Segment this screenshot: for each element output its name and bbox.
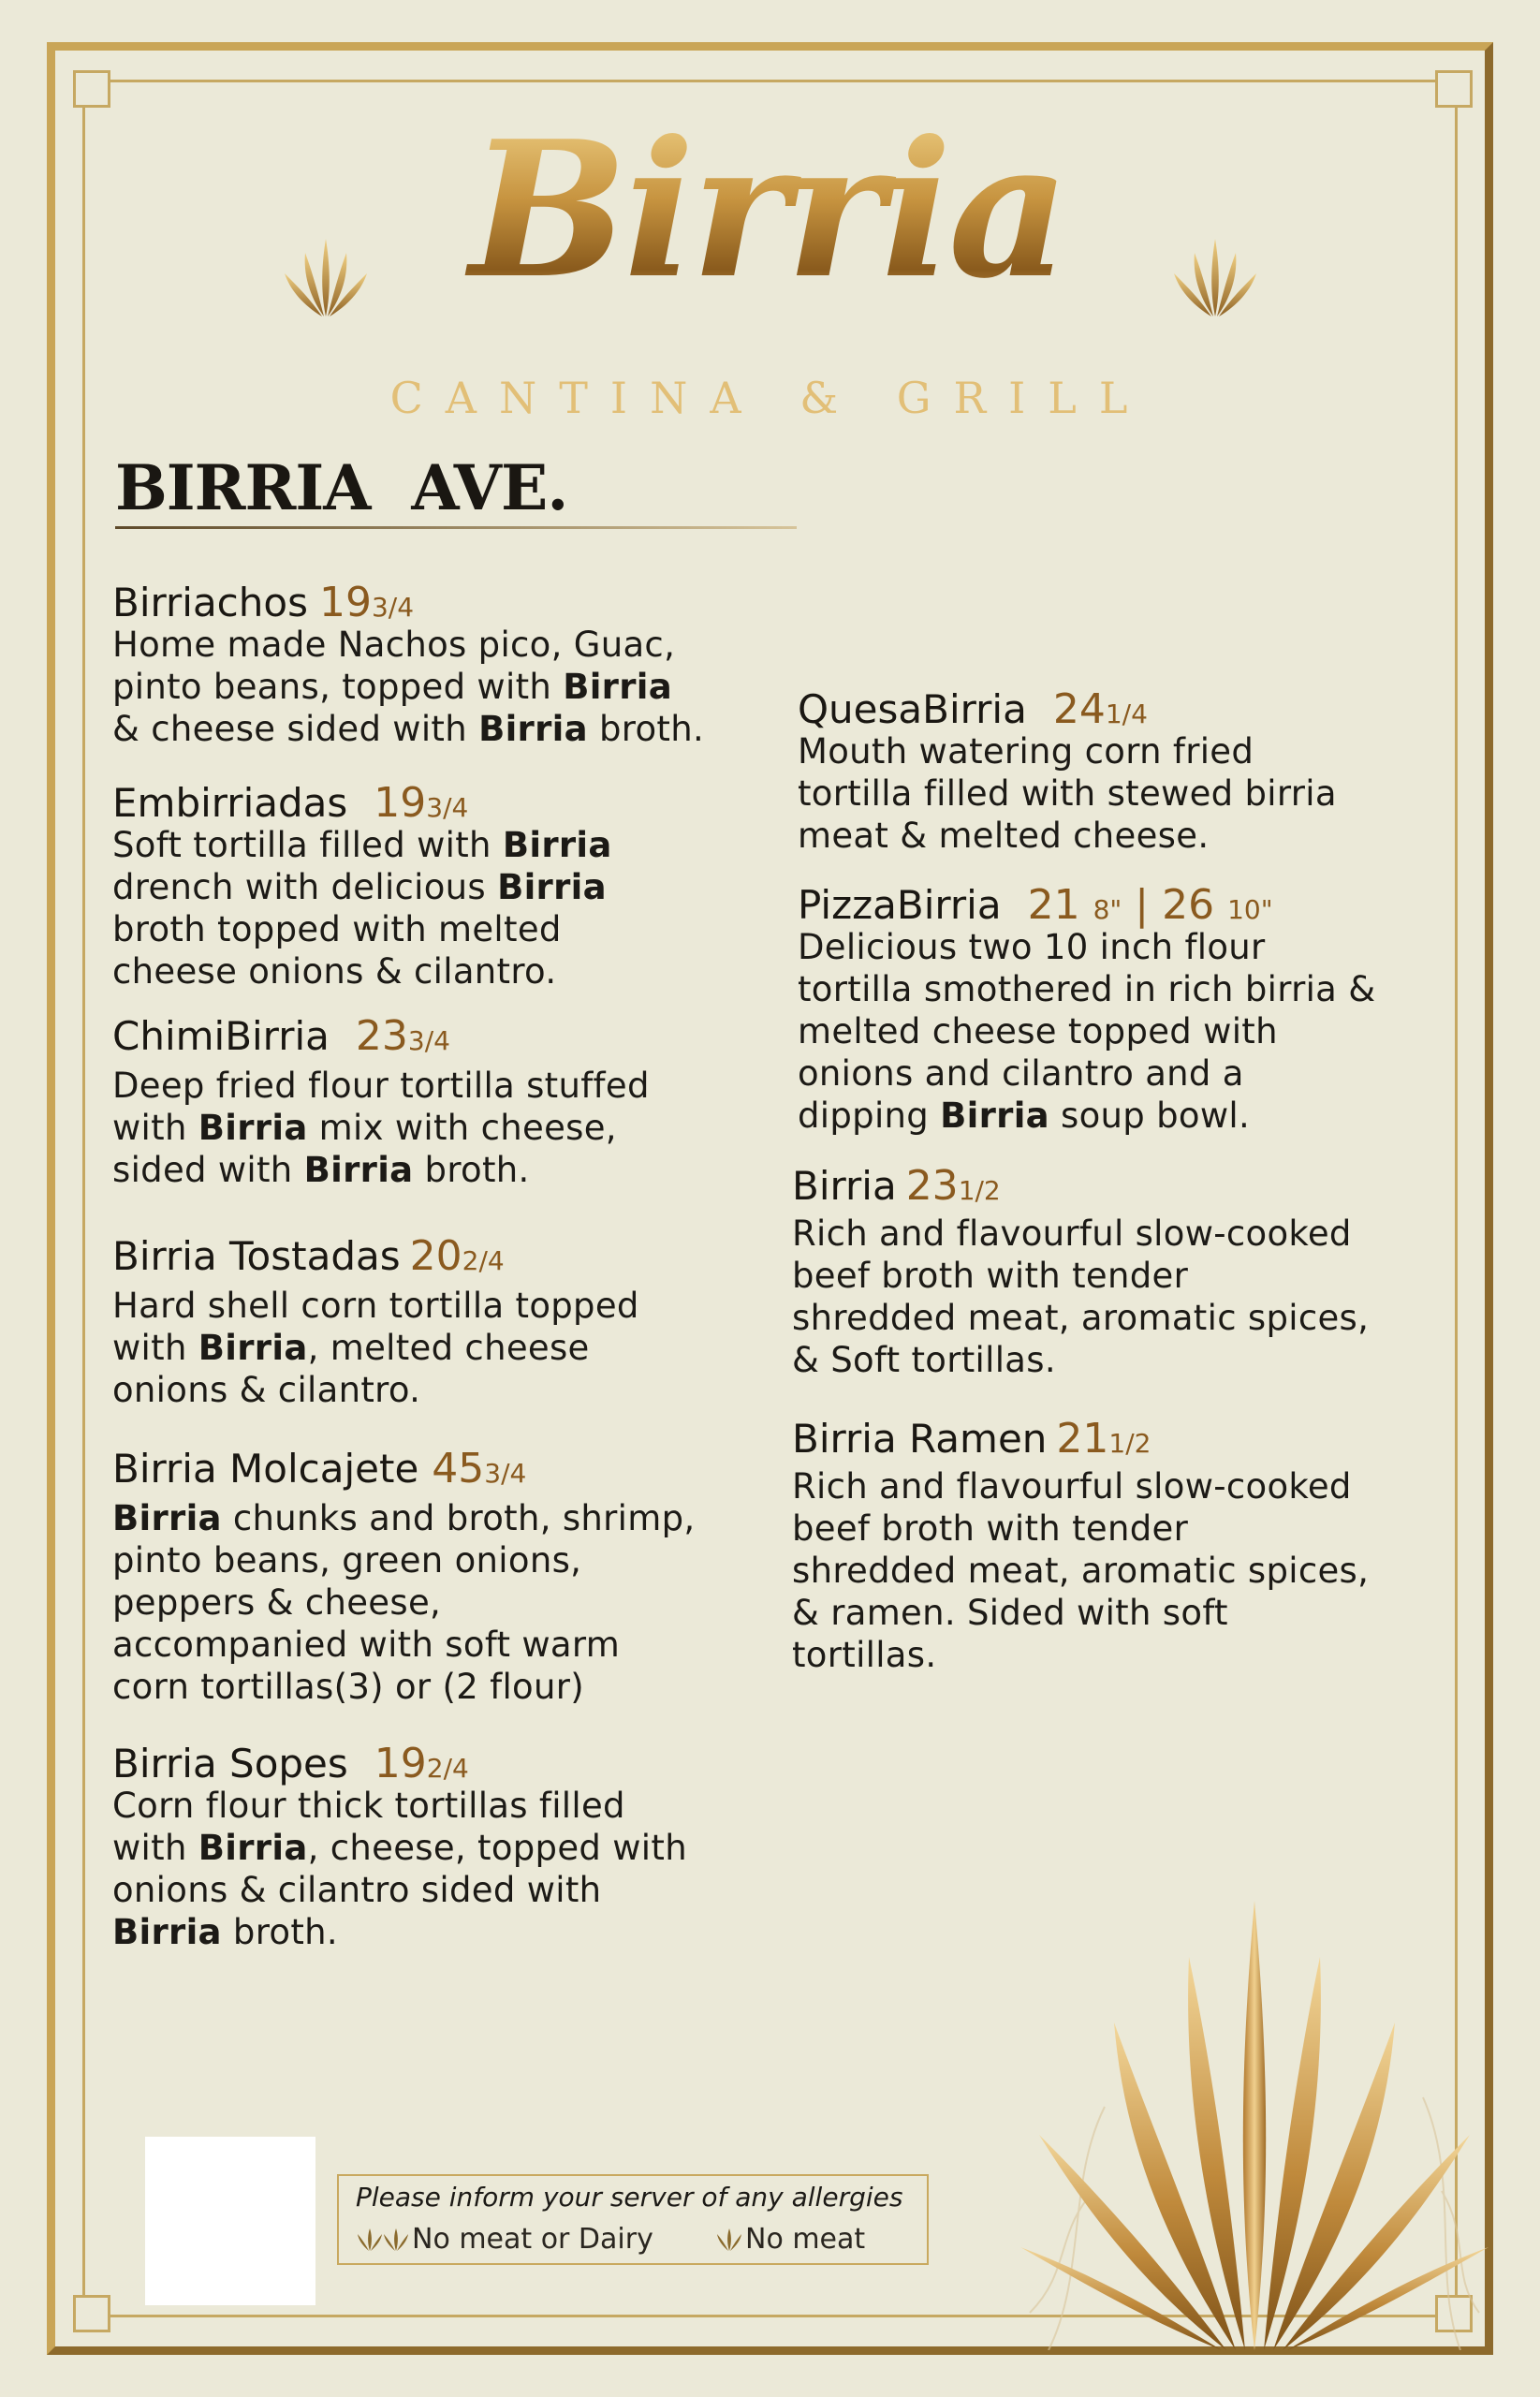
menu-item-birria-ramen (792, 1415, 1370, 1676)
item-name: ChimiBirria (112, 1013, 330, 1059)
item-name: PizzaBirria (798, 882, 1002, 928)
item-price: 21 8" | 26 10" (1027, 881, 1273, 929)
item-price: 211/2 (1056, 1415, 1151, 1463)
agave-icon (380, 2228, 412, 2251)
item-price: 192/4 (374, 1740, 469, 1787)
logo-title: Birria (403, 94, 1133, 328)
item-price: 193/4 (374, 779, 469, 827)
item-description: Rich and flavourful slow-cooked beef broth with tender shredded meat, aromatic spices, & ramen. Sided with soft tortillas. (792, 1466, 1370, 1675)
legend-label-no-meat: No meat (745, 2223, 866, 2256)
item-description: Mouth watering corn fried tortilla filled with stewed birria meat & melted cheese. (798, 731, 1337, 856)
corner-ornament (73, 70, 110, 108)
logo (403, 94, 1133, 365)
menu-item-birria (792, 1162, 1370, 1381)
item-description: Birria chunks and broth, shrimp, pinto beans, green onions, peppers & cheese, accompanied with soft warm corn tortillas(3) or (2 flour) (112, 1498, 696, 1707)
item-price: 231/2 (905, 1162, 1001, 1210)
item-description: Soft tortilla filled with Birria drench with delicious Birria broth topped with melted cheese onions & cilantro. (112, 825, 612, 992)
qr-code-placeholder[interactable] (145, 2137, 315, 2305)
item-price: 202/4 (409, 1232, 505, 1280)
legend-label-no-meat-or-dairy: No meat or Dairy (412, 2223, 653, 2256)
allergy-note: Please inform your server of any allergies (356, 2182, 903, 2213)
menu-item-birria-tostadas (112, 1232, 639, 1411)
item-name: Birria (792, 1163, 897, 1209)
item-description: Delicious two 10 inch flour tortilla smothered in rich birria & melted cheese topped with onions and cilantro and a dipping Birria soup bowl. (798, 927, 1376, 1136)
legend-vegetarian (713, 2223, 865, 2256)
item-description: Deep fried flour tortilla stuffed with Birria mix with cheese, sided with Birria broth. (112, 1066, 650, 1190)
legend-vegan (354, 2223, 653, 2256)
menu-item-chimibirria (112, 1012, 650, 1191)
corner-ornament (73, 2295, 110, 2332)
menu-item-birriachos (112, 579, 705, 750)
item-name: Birria Tostadas (112, 1233, 401, 1279)
logo-subtitle: CANTINA & GRILL (389, 373, 1151, 423)
item-price: 193/4 (318, 579, 415, 626)
item-description: Hard shell corn tortilla topped with Birria, melted cheese onions & cilantro. (112, 1286, 639, 1410)
item-name: Birria Ramen (792, 1416, 1048, 1462)
item-price: 241/4 (1052, 685, 1148, 733)
item-name: Embirriadas (112, 780, 348, 826)
item-price: 233/4 (355, 1012, 450, 1060)
menu-item-quesabirria (798, 685, 1337, 857)
item-name: Birriachos (112, 580, 308, 625)
item-price: 453/4 (432, 1445, 527, 1493)
item-description: Home made Nachos pico, Guac, pinto beans, topped with Birria & cheese sided with Birria broth. (112, 625, 705, 749)
item-name: Birria Sopes (112, 1741, 348, 1787)
menu-item-birria-molcajete (112, 1445, 696, 1708)
agave-icon (1170, 234, 1260, 318)
item-description: Rich and flavourful slow-cooked beef broth with tender shredded meat, aromatic spices, & Soft tortillas. (792, 1213, 1370, 1380)
corner-ornament (1435, 70, 1473, 108)
section-divider (115, 526, 797, 529)
item-name: QuesaBirria (798, 686, 1027, 732)
agave-icon (713, 2228, 745, 2251)
menu-item-birria-sopes (112, 1740, 687, 1953)
item-description: Corn flour thick tortillas filled with Birria, cheese, topped with onions & cilantro sided with Birria broth. (112, 1786, 687, 1952)
agave-plant-illustration (1011, 1882, 1498, 2350)
menu-item-pizzabirria (798, 881, 1376, 1137)
item-name: Birria Molcajete (112, 1446, 419, 1492)
menu-item-embirriadas (112, 779, 612, 993)
agave-icon (281, 234, 371, 318)
allergy-legend (337, 2174, 929, 2265)
section-title: BIRRIA AVE. (115, 451, 568, 524)
